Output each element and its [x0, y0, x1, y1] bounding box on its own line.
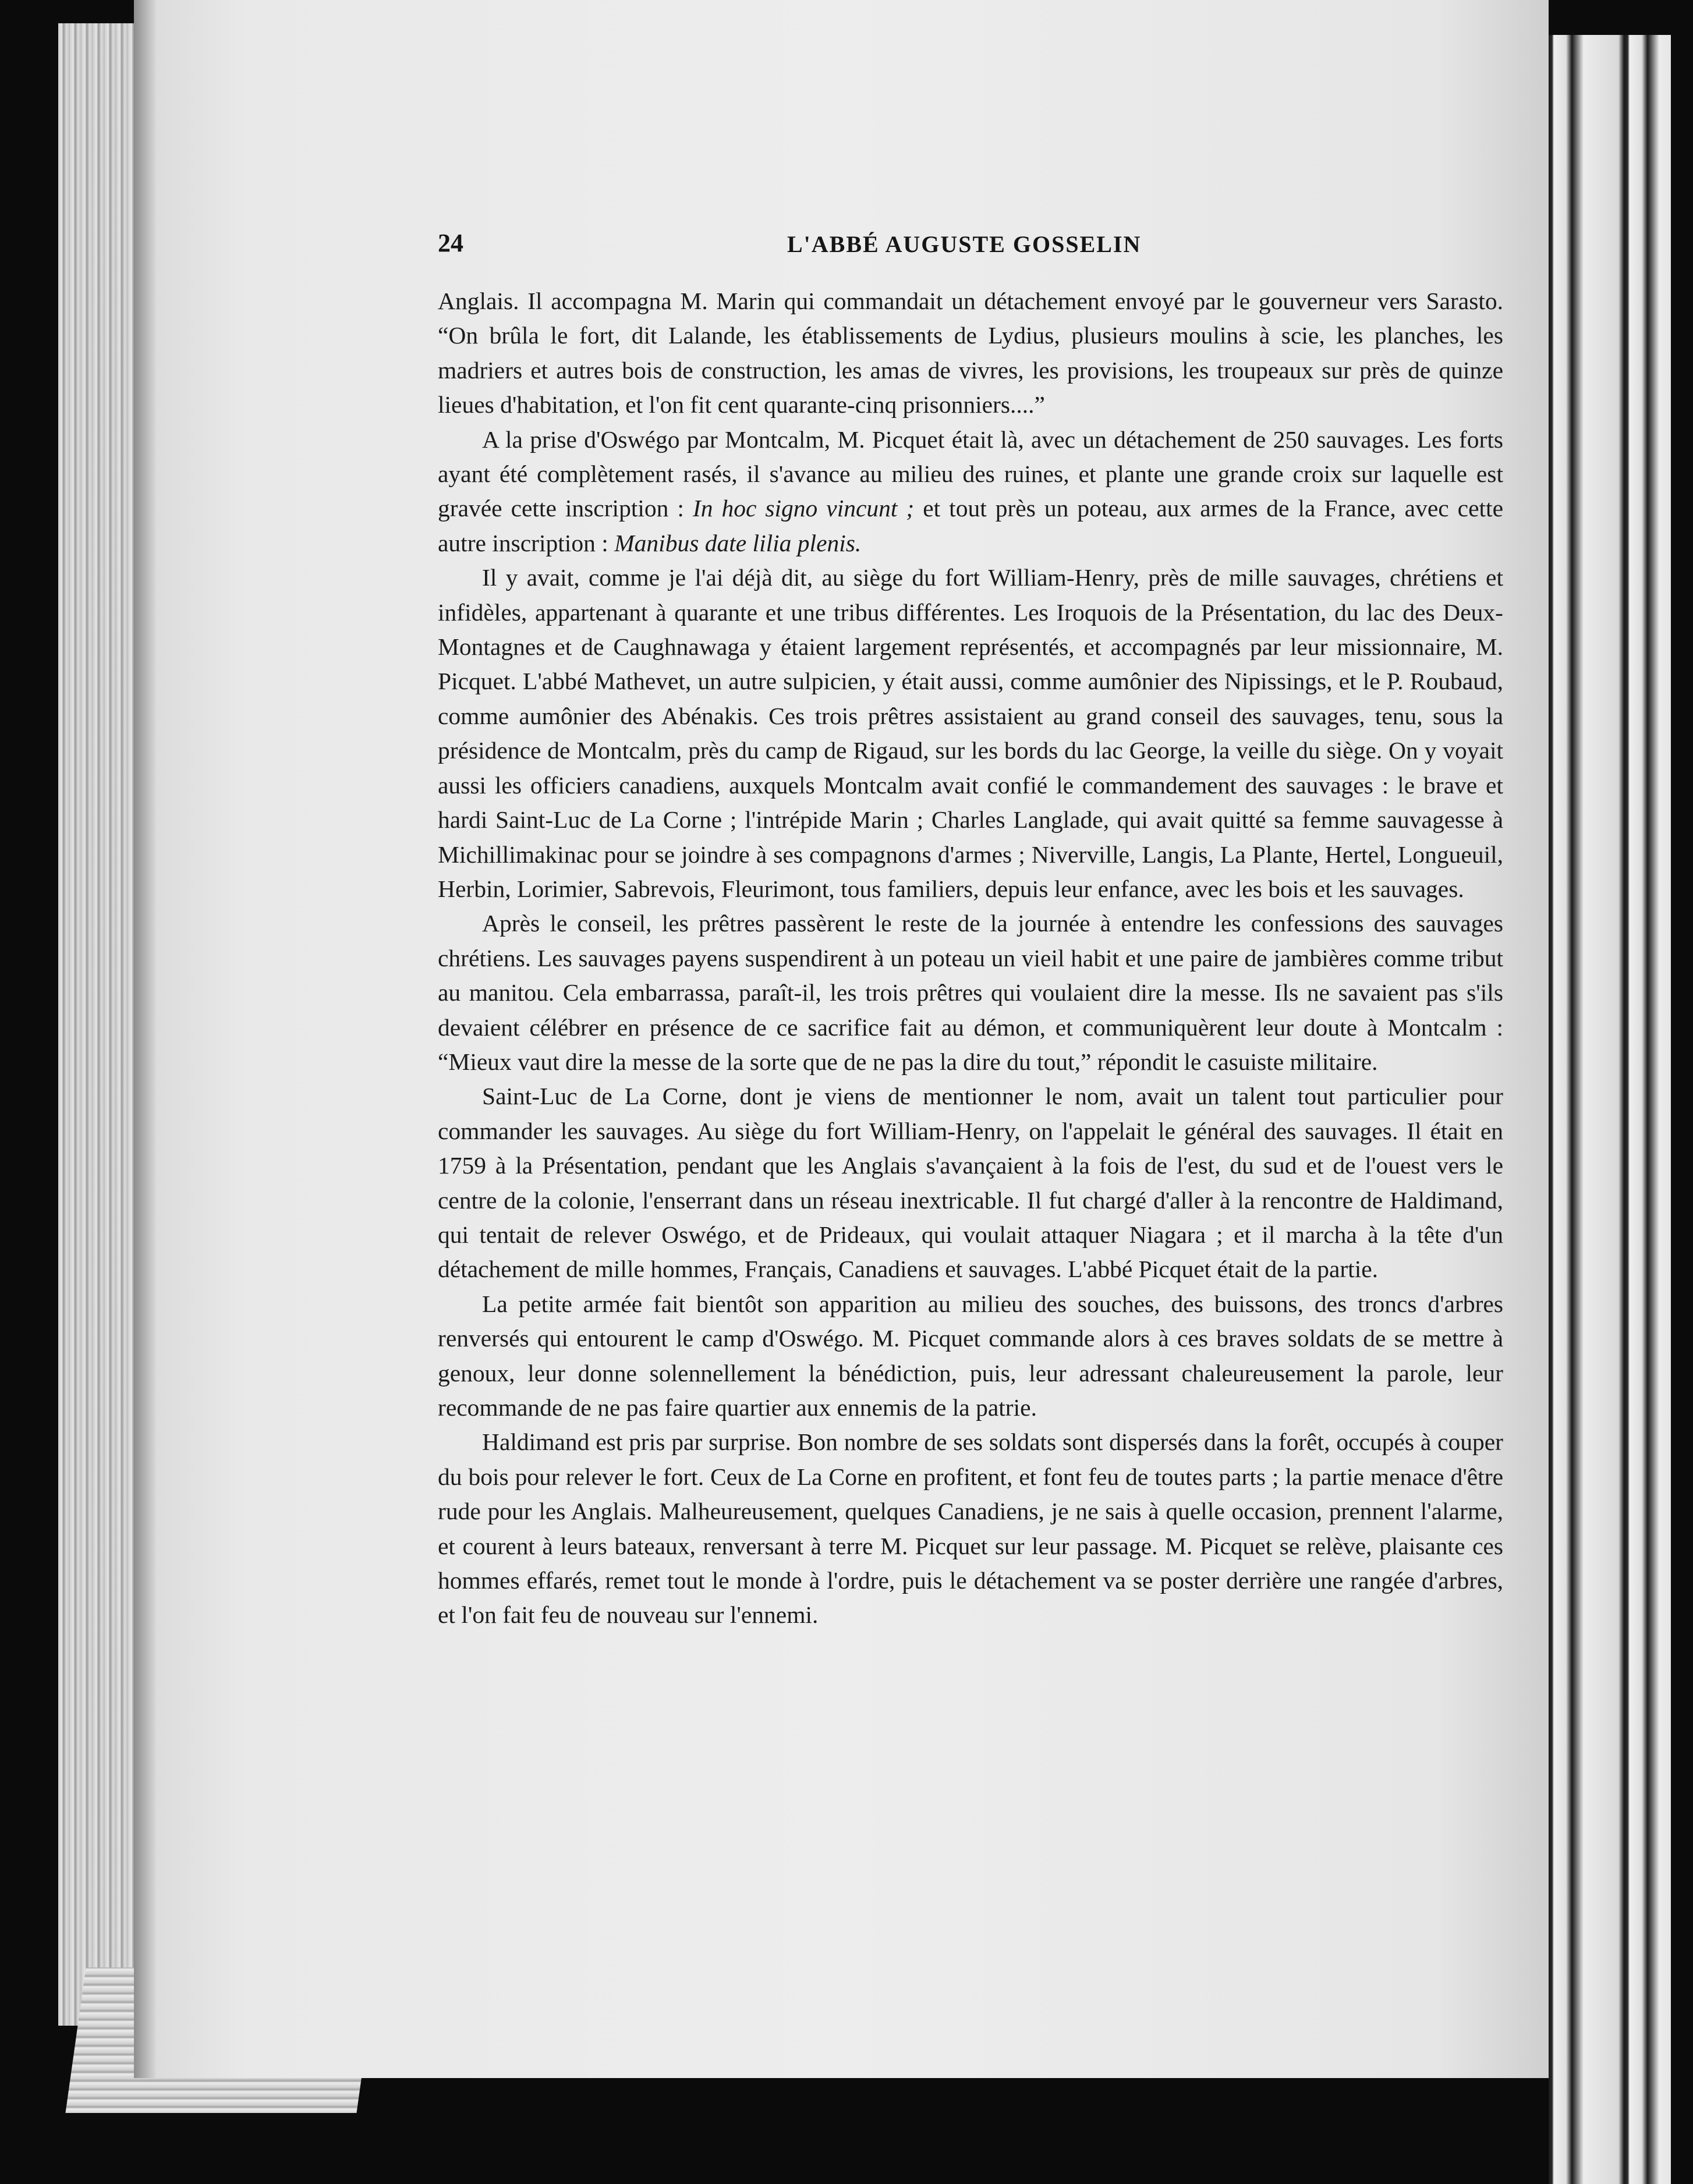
- latin-inscription: Manibus date lilia plenis.: [614, 529, 862, 556]
- paragraph: Il y avait, comme je l'ai déjà dit, au siège du fort William-Henry, près de mille sauvages, chrétiens et infidèles, appartenant à quarante et une tribus différentes. Les Iroquois de la Présentation, du lac des Deux-Montagnes et de Caughnawaga y étaient largement représentés, et accompagnés par leur missionnaire, M. Picquet. L'abbé Mathevet, un autre sulpicien, y était aussi, comme aumônier des Nipissings, et le P. Roubaud, comme aumônier des Abénakis. Ces trois prêtres assistaient au grand conseil des sauvages, tenu, sous la présidence de Montcalm, près du camp de Rigaud, sur les bords du lac George, la veille du siège. On y voyait aussi les officiers canadiens, auxquels Montcalm avait confié le commandement des sauvages : le brave et hardi Saint-Luc de La Corne ; l'intrépide Marin ; Charles Langlade, qui avait quitté sa femme sauvagesse à Michillimakinac pour se joindre à ses compagnons d'armes ; Niverville, Langis, La Plante, Hertel, Longueuil, Herbin, Lorimier, Sabrevois, Fleurimont, tous familiers, depuis leur enfance, avec les bois et les sauvages.: [438, 564, 1503, 902]
- page-header: [438, 228, 1160, 263]
- paragraph: [438, 423, 1503, 561]
- running-title: L'ABBÉ AUGUSTE GOSSELIN: [787, 231, 1142, 257]
- body-text: [438, 284, 1503, 1633]
- latin-inscription: In hoc signo vincunt ;: [692, 495, 915, 522]
- paragraph-text: A la prise d'Oswégo par Montcalm, M. Picquet était là, avec un détachement de 250 sauvages. Les forts ayant été complètement rasés, il s'avance au milieu des ruines, et plante une grande croix sur laquelle est gravée cette inscription :: [438, 426, 1503, 522]
- paragraph: Après le conseil, les prêtres passèrent le reste de la journée à entendre les confessions des sauvages chrétiens. Les sauvages payens suspendirent à un poteau un vieil habit et une paire de jambières comme tribut au manitou. Cela embarrassa, paraît-il, les trois prêtres qui voulaient dire la messe. Ils ne savaient pas s'ils devaient célébrer en présence de ce sacrifice fait au démon, et communiquèrent leur doute à Montcalm : “Mieux vaut dire la messe de la sorte que de ne pas la dire du tout,” répondit le casuiste militaire.: [438, 910, 1503, 1075]
- binding-shadow: [134, 0, 157, 2078]
- paragraph: Anglais. Il accompagna M. Marin qui commandait un détachement envoyé par le gouverneur vers Sarasto. “On brûla le fort, dit Lalande, les établissements de Lydius, plusieurs moulins à scie, les planches, les madriers et autres bois de construction, les amas de vivres, les provisions, les troupeaux sur près de quinze lieues d'habitation, et l'on fit cent quarante-cinq prisonniers....”: [438, 288, 1503, 419]
- paragraph: Saint-Luc de La Corne, dont je viens de mentionner le nom, avait un talent tout particulier pour commander les sauvages. Au siège du fort William-Henry, on l'appelait le général des sauvages. Il était en 1759 à la Présentation, pendant que les Anglais s'avançaient à la fois de l'est, du sud et de l'ouest vers le centre de la colonie, l'enserrant dans un réseau inextricable. Il fut chargé d'aller à la rencontre de Haldimand, qui tentait de relever Oswégo, et de Prideaux, qui voulait attaquer Niagara ; et il marcha à la tête d'un détachement de mille hommes, Français, Canadiens et sauvages. L'abbé Picquet était de la partie.: [438, 1083, 1503, 1283]
- paragraph: La petite armée fait bientôt son apparition au milieu des souches, des buissons, des troncs d'arbres renversés qui entourent le camp d'Oswégo. M. Picquet commande alors à ces braves soldats de se mettre à genoux, leur donne solennellement la bénédiction, puis, leur adressant chaleureusement la parole, leur recommande de ne pas faire quartier aux ennemis de la patrie.: [438, 1290, 1503, 1421]
- page-number: 24: [438, 229, 463, 257]
- paragraph-text: et tout près un poteau, aux armes de la France, avec cette autre inscription :: [438, 495, 1503, 556]
- paragraph: Haldimand est pris par surprise. Bon nombre de ses soldats sont dispersés dans la forêt, occupés à couper du bois pour relever le fort. Ceux de La Corne en profitent, et font feu de toutes parts ; la partie menace d'être rude pour les Anglais. Malheureusement, quelques Canadiens, je ne sais à quelle occasion, prennent l'alarme, et courent à leurs bateaux, renversant à terre M. Picquet sur leur passage. M. Picquet se relève, plaisante ces hommes effarés, remet tout le monde à l'ordre, puis le détachement va se poster derrière une rangée d'arbres, et l'on fait feu de nouveau sur l'ennemi.: [438, 1428, 1503, 1629]
- book-page-edges-right: [1549, 35, 1671, 2184]
